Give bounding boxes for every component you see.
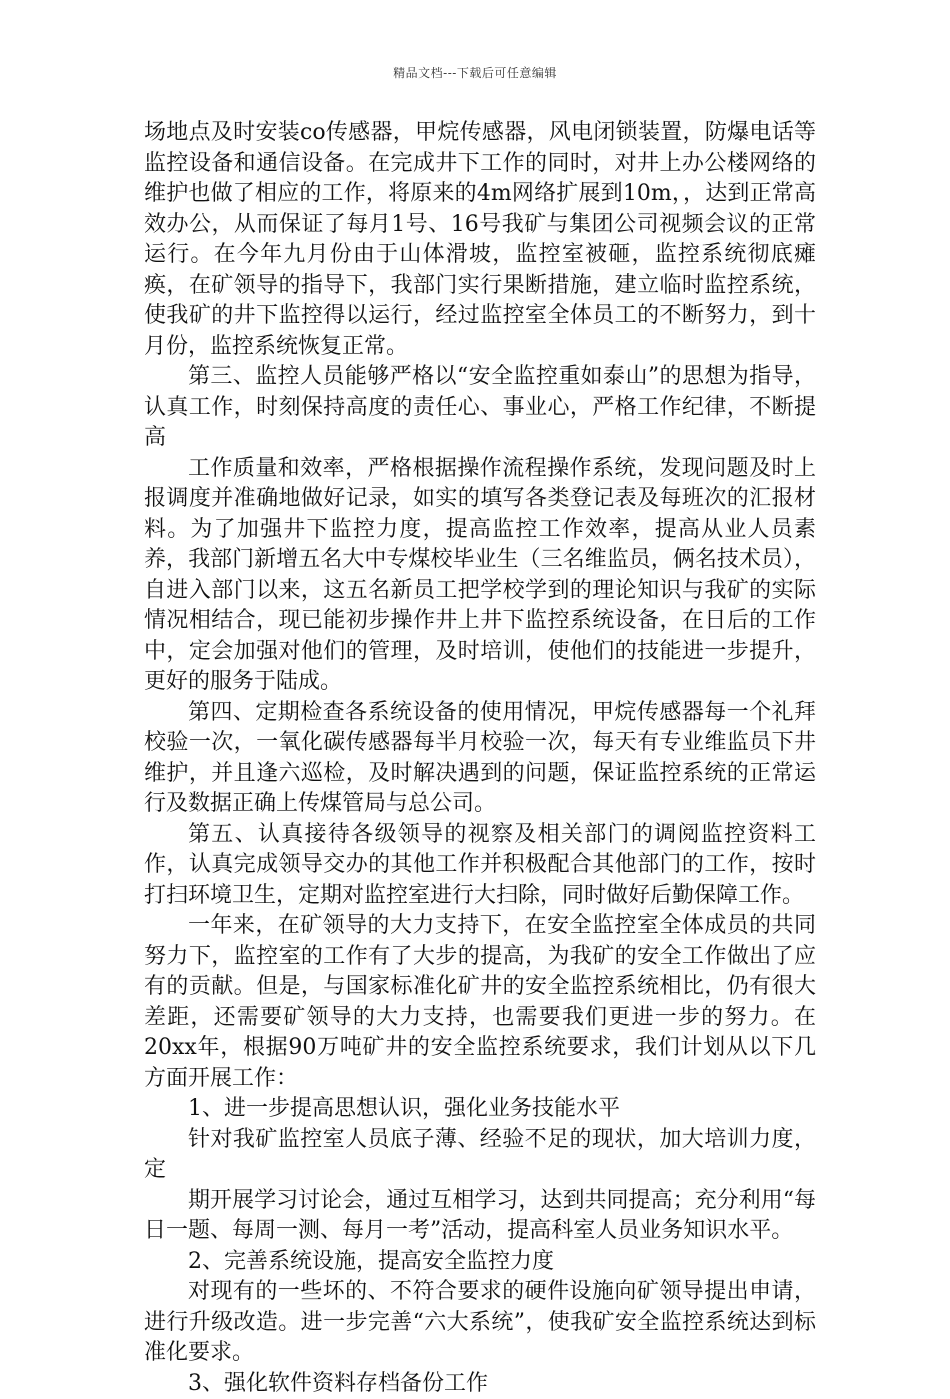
document-body: [144, 118, 816, 1399]
plan-2-text: 对现有的一些坏的、不符合要求的硬件设施向矿领导提出申请，进行升级改造。进一步完善“六大系统”，使我矿安全监控系统达到标准化要求。: [144, 1277, 816, 1369]
plan-1-text-a: 针对我矿监控室人员底子薄、经验不足的现状，加大培训力度，定: [144, 1125, 816, 1186]
paragraph-item-3: 第三、监控人员能够严格以“安全监控重如泰山”的思想为指导，认真工作，时刻保持高度的责任心、事业心，严格工作纪律，不断提高: [144, 362, 816, 454]
paragraph-item-4: 第四、定期检查各系统设备的使用情况，甲烷传感器每一个礼拜校验一次，一氧化碳传感器每半月校验一次，每天有专业维监员下井维护，并且逢六巡检，及时解决遇到的问题，保证监控系统的正常运行及数据正确上传煤管局与总公司。: [144, 698, 816, 820]
plan-heading-3: 3、强化软件资料存档备份工作: [144, 1369, 816, 1399]
plan-heading-2: 2、完善系统设施，提高安全监控力度: [144, 1247, 816, 1278]
paragraph-item-5: 第五、认真接待各级领导的视察及相关部门的调阅监控资料工作，认真完成领导交办的其他工作并积极配合其他部门的工作，按时打扫环境卫生，定期对监控室进行大扫除，同时做好后勤保障工作。: [144, 820, 816, 912]
plan-heading-1: 1、进一步提高思想认识，强化业务技能水平: [144, 1094, 816, 1125]
paragraph-continuation: 场地点及时安装co传感器，甲烷传感器，风电闭锁装置，防爆电话等监控设备和通信设备。在完成井下工作的同时，对井上办公楼网络的维护也做了相应的工作，将原来的4m网络扩展到10m，，达到正常高效办公，从而保证了每月1号、16号我矿与集团公司视频会议的正常运行。在今年九月份由于山体滑坡，监控室被砸，监控系统彻底瘫痪，在矿领导的指导下，我部门实行果断措施，建立临时监控系统，使我矿的井下监控得以运行，经过监控室全体员工的不断努力，到十月份，监控系统恢复正常。: [144, 118, 816, 362]
paragraph-summary: 一年来，在矿领导的大力支持下，在安全监控室全体成员的共同努力下，监控室的工作有了大步的提高，为我矿的安全工作做出了应有的贡献。但是，与国家标准化矿井的安全监控系统相比，仍有很大差距，还需要矿领导的大力支持，也需要我们更进一步的努力。在20xx年，根据90万吨矿井的安全监控系统要求，我们计划从以下几方面开展工作：: [144, 911, 816, 1094]
plan-1-text-b: 期开展学习讨论会，通过互相学习，达到共同提高；充分利用“每日一题、每周一测、每月一考”活动，提高科室人员业务知识水平。: [144, 1186, 816, 1247]
paragraph-work-quality: 工作质量和效率，严格根据操作流程操作系统，发现问题及时上报调度并准确地做好记录，如实的填写各类登记表及每班次的汇报材料。为了加强井下监控力度，提高监控工作效率，提高从业人员素养，我部门新增五名大中专煤校毕业生（三名维监员，俩名技术员），自进入部门以来，这五名新员工把学校学到的理论知识与我矿的实际情况相结合，现已能初步操作井上井下监控系统设备，在日后的工作中，定会加强对他们的管理，及时培训，使他们的技能进一步提升，更好的服务于陆成。: [144, 454, 816, 698]
page-header: 精品文档---下载后可任意编辑: [0, 64, 950, 81]
